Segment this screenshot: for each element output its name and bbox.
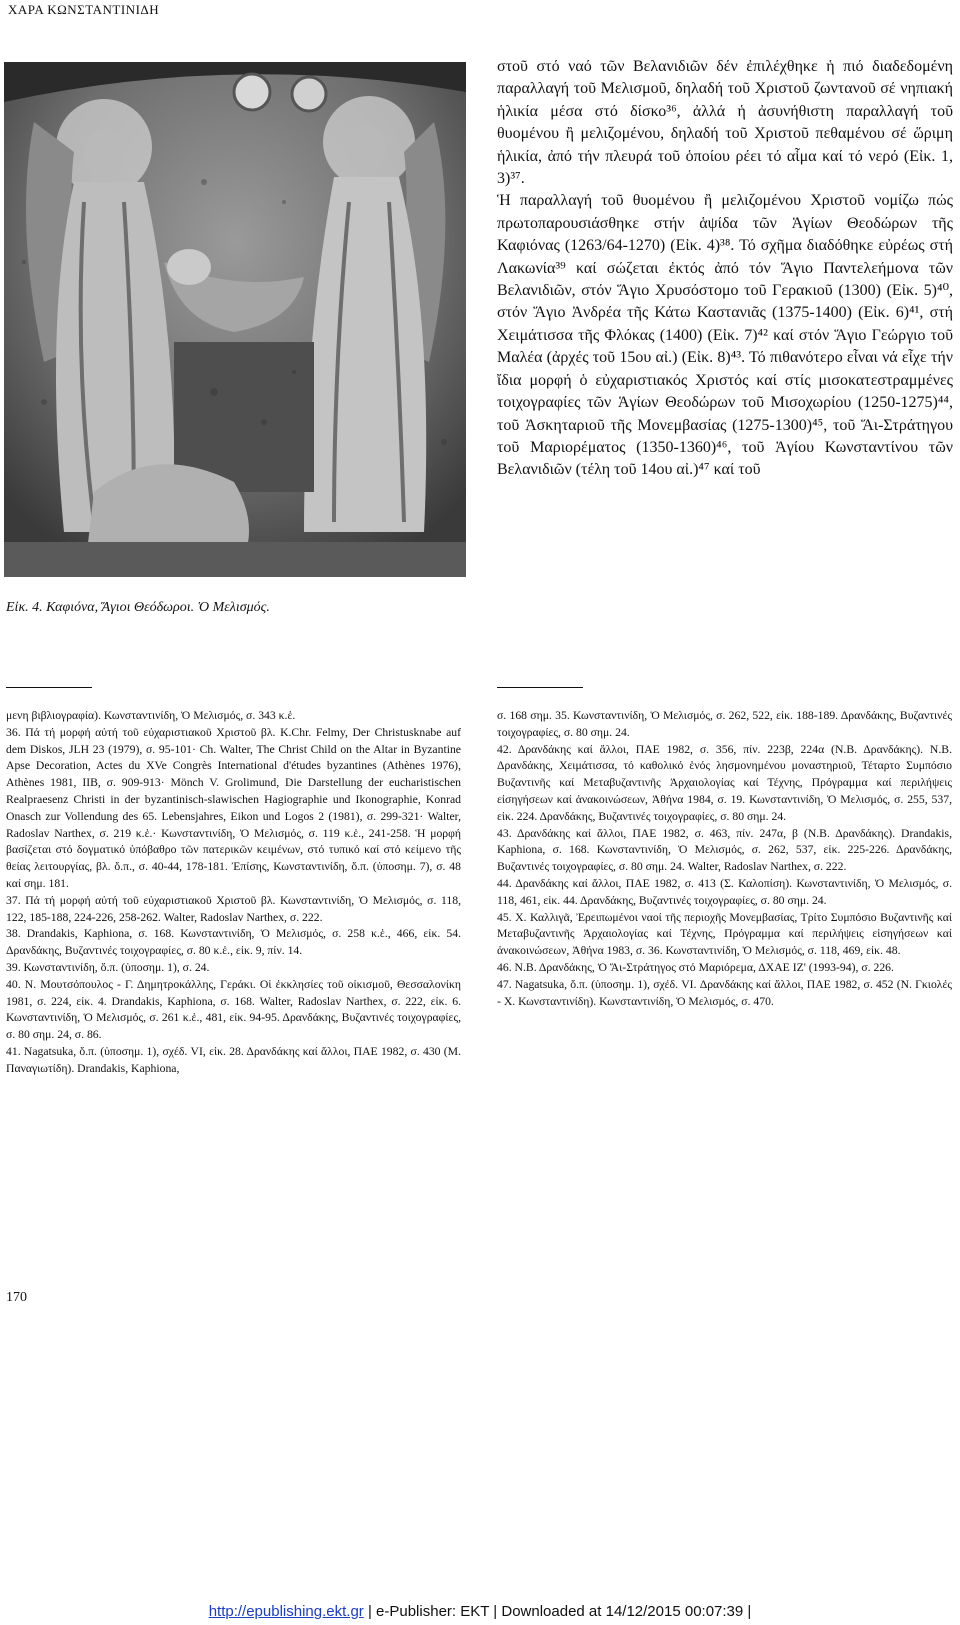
footnote: 43. Δρανδάκης καί ἄλλοι, ΠΑΕ 1982, σ. 463, πίν. 247α, β (Ν.Β. Δρανδάκης). Drandakis, Kaphiona, σ. 168. Κωνσταντινίδη, Ὁ Μελισμός, σ. 262, 537, εἰκ. 225-226. Δρανδάκης, Βυζαντινές τοιχογραφίες, σ. 80 σημ. 24. Walter, Radoslav Narthex, σ. 222. <box>497 826 952 874</box>
figure-caption: Εἰκ. 4. Καφιόνα, Ἅγιοι Θεόδωροι. Ὁ Μελισμός. <box>6 600 270 615</box>
main-text-column <box>497 56 953 482</box>
footnote: μενη βιβλιογραφία). Κωνσταντινίδη, Ὁ Μελισμός, σ. 343 κ.ἑ. <box>6 709 296 722</box>
footnote: 46. Ν.Β. Δρανδάκης, Ὁ Ἅι-Στράτηγος στό Μαριόρεμα, ΔΧΑΕ ΙΖ' (1993-94), σ. 226. <box>497 960 894 974</box>
footnote: 36. Πά τή μορφή αὐτή τοῦ εὐχαριστιακοῦ Χριστοῦ βλ. K.Chr. Felmy, Der Christusknabe auf dem Diskos, JLH 23 (1979), σ. 95-101· Ch. Walter, The Christ Child on the Altar in Byzantine Apse Decoration, Actes du XVe Congrès International d'études byzantines (Athènes 1976), Athènes 1981, IIB, σ. 909-913· Mönch V. Grolimund, Die Darstellung der eucharistischen Realpraesenz Christi in der byzantinisch-slawischen Hagiographie und Ikonographie, Konrad Onasch zur Vollendung des 65. Lebensjahres, Eikon und Logos 2 (1981), σ. 299-321· Walter, Radoslav Narthex, σ. 219 κ.ἑ.· Κωνσταντινίδη, Ὁ Μελισμός, σ. 119 κ.ἑ., 241-258. Ἡ μορφή βασίζεται στό δογματικό ὑπόβαθρο τῶν πατερικῶν κειμένων, στό τυπικό καί στό κείμενο τῆς θείας λειτουργίας, βλ. ὅ.π., σ. 40-44, 178-181. Ἐπίσης, Κωνσταντινίδη, ὅ.π. (ὑποσημ. 7), σ. 48 καί σημ. 181. <box>6 725 461 890</box>
footnote: 47. Nagatsuka, ὅ.π. (ὑποσημ. 1), σχέδ. VI. Δρανδάκης καί ἄλλοι, ΠΑΕ 1982, σ. 452 (Ν. Γκιολές - Χ. Κωνσταντινίδη). Κωνσταντινίδη, Ὁ Μελισμός, σ. 470. <box>497 977 952 1008</box>
footnotes-left <box>6 708 461 1078</box>
footnote: 45. Χ. Καλλιγᾶ, Ἐρειπωμένοι ναοί τῆς περιοχῆς Μονεμβασίας, Τρίτο Συμπόσιο Βυζαντινῆς καί Μεταβυζαντινῆς Ἀρχαιολογίας καί Τέχνης, Πρόγραμμα καί περιλήψεις εἰσηγήσεων καί ἀνακοινώσεων, Ἀθήνα 1983, σ. 36. Κωνσταντινίδη, Ὁ Μελισμός, σ. 118, 469, εἰκ. 48. <box>497 910 952 958</box>
footnote: σ. 168 σημ. 35. Κωνσταντινίδη, Ὁ Μελισμός, σ. 262, 522, εἰκ. 188-189. Δρανδάκης, Βυζαντινές τοιχογραφίες, σ. 80 σημ. 24. <box>497 709 952 739</box>
footnotes-right <box>497 708 952 1010</box>
footnote: 37. Πά τή μορφή αὐτή τοῦ εὐχαριστιακοῦ Χριστοῦ βλ. Κωνσταντινίδη, Ὁ Μελισμός, σ. 118, 122, 185-188, 224-226, 258-262. Walter, Radoslav Narthex, σ. 222. <box>6 893 461 924</box>
publisher-link[interactable]: http://epublishing.ekt.gr <box>208 1603 364 1620</box>
footnote: 39. Κωνσταντινίδη, ὅ.π. (ὑποσημ. 1), σ. 24. <box>6 960 210 974</box>
footnote: 41. Nagatsuka, ὅ.π. (ὑποσημ. 1), σχέδ. VI, εἰκ. 28. Δρανδάκης καί ἄλλοι, ΠΑΕ 1982, σ. 430 (Μ. Παναγιωτίδη). Drandakis, Kaphiona, <box>6 1044 461 1075</box>
footnote: 38. Drandakis, Kaphiona, σ. 168. Κωνσταντινίδη, Ὁ Μελισμός, σ. 258 κ.ἑ., 466, εἰκ. 54. Δρανδάκης, Βυζαντινές τοιχογραφίες, σ. 80 κ.ἑ., εἰκ. 9, πίν. 14. <box>6 927 461 958</box>
running-header: ΧΑΡΑ ΚΩΝΣΤΑΝΤΙΝΙΔΗ <box>8 2 160 17</box>
footnote-rule-right <box>497 687 583 688</box>
footnote: 42. Δρανδάκης καί ἄλλοι, ΠΑΕ 1982, σ. 356, πίν. 223β, 224α (Ν.Β. Δρανδάκης). Ν.Β. Δρανδάκης, Χειμάτισσα, τό καθολικό ἑνός λησμονημένου μοναστηριοῦ, Τέταρτο Συμπόσιο Βυζαντινῆς καί Μεταβυζαντινῆς Ἀρχαιολογίας καί Τέχνης, Πρόγραμμα καί περιλήψεις εἰσηγήσεων καί ἀνακοινώσεων, Ἀθήνα 1984, σ. 19. Κωνσταντινίδη, Ὁ Μελισμός, σ. 255, 537, εἰκ. 224. Δρανδάκης, Βυζαντινές τοιχογραφίες, σ. 80 σημ. 24. <box>497 742 952 823</box>
main-paragraph: Ἡ παραλλαγή τοῦ θυομένου ἢ μελιζομένου Χριστοῦ νομίζω πώς πρωτοπαρουσιάσθηκε στήν ἁψίδα τῶν Ἁγίων Θεοδώρων τῆς Καφιόνας (1263/64-1270) (Εἰκ. 4)³⁸. Τό σχῆμα διαδόθηκε εὐρέως στή Λακωνία³⁹ καί σώζεται ἐκτός ἀπό τόν Ἅγιο Παντελεήμονα τῶν Βελανιδιῶν, στόν Ἅγιο Χρυσόστομο τοῦ Γερακιοῦ (1300) (Εἰκ. 5)⁴⁰, στόν Ἅγιο Ἀνδρέα τῆς Κάτω Καστανιᾶς (1375-1400) (Εἰκ. 6)⁴¹, στή Χειμάτισσα τῆς Φλόκας (1400) (Εἰκ. 7)⁴² καί στόν Ἅγιο Γεώργιο τοῦ Μαλέα (ἀρχές τοῦ 15ου αἰ.) (Εἰκ. 8)⁴³. Τό πιθανότερο εἶναι νά εἶχε τήν ἴδια μορφή ὁ εὐχαριστιακός Χριστός καί στίς μισοκατεστραμμένες τοιχογραφίες τῶν Ἁγίων Θεοδώρων τοῦ Μισοχωρίου (1250-1275)⁴⁴, τοῦ Ἀσκηταριοῦ τῆς Μονεμβασίας (1275-1300)⁴⁵, τοῦ Ἅι-Στράτηγου τοῦ Μαριορέματος (1350-1360)⁴⁶, τοῦ Ἁγίου Κωνσταντίνου τῶν Βελανιδιῶν (τέλη τοῦ 14ου αἰ.)⁴⁷ καί τοῦ <box>497 192 953 479</box>
page-number: 170 <box>6 1290 27 1305</box>
download-footer <box>0 1603 960 1620</box>
footnote: 44. Δρανδάκης καί ἄλλοι, ΠΑΕ 1982, σ. 413 (Σ. Καλοπίση). Κωνσταντινίδη, Ὁ Μελισμός, σ. 118, 461, εἰκ. 44. Δρανδάκης, Βυζαντινές τοιχογραφίες, σ. 80 σημ. 24. <box>497 876 952 907</box>
footer-info: | e-Publisher: EKT | Downloaded at 14/12/2015 00:07:39 | <box>363 1603 752 1620</box>
footnote: 40. Ν. Μουτσόπουλος - Γ. Δημητροκάλλης, Γεράκι. Οἱ ἐκκλησίες τοῦ οἰκισμοῦ, Θεσσαλονίκη 1981, σ. 224, εἰκ. 4. Drandakis, Kaphiona, σ. 168. Walter, Radoslav Narthex, σ. 222, εἰκ. 6. Κωνσταντινίδη, Ὁ Μελισμός, σ. 261 κ.ἑ., 481, εἰκ. 94-95. Δρανδάκης, Βυζαντινές τοιχογραφίες, σ. 80 σημ. 24, σ. 86. <box>6 977 461 1042</box>
footnote-rule-left <box>6 687 92 688</box>
main-paragraph: στοῦ στό ναό τῶν Βελανιδιῶν δέν ἐπιλέχθηκε ἡ πιό διαδεδομένη παραλλαγή τοῦ Μελισμοῦ, δηλαδή τοῦ Χριστοῦ ζωντανοῦ σέ νηπιακή ἡλικία μέσα στό δίσκο³⁶, ἀλλά ἡ ἀσυνήθιστη παραλλαγή τοῦ θυομένου ἢ μελιζομένου, δηλαδή τοῦ Χριστοῦ πεθαμένου σέ ὥριμη ἡλικία, ἀπό τήν πλευρά τοῦ ὁποίου ρέει τό αἷμα καί τό νερό (Εἰκ. 1, 3)³⁷. <box>497 58 953 188</box>
fresco-photograph <box>4 62 466 577</box>
